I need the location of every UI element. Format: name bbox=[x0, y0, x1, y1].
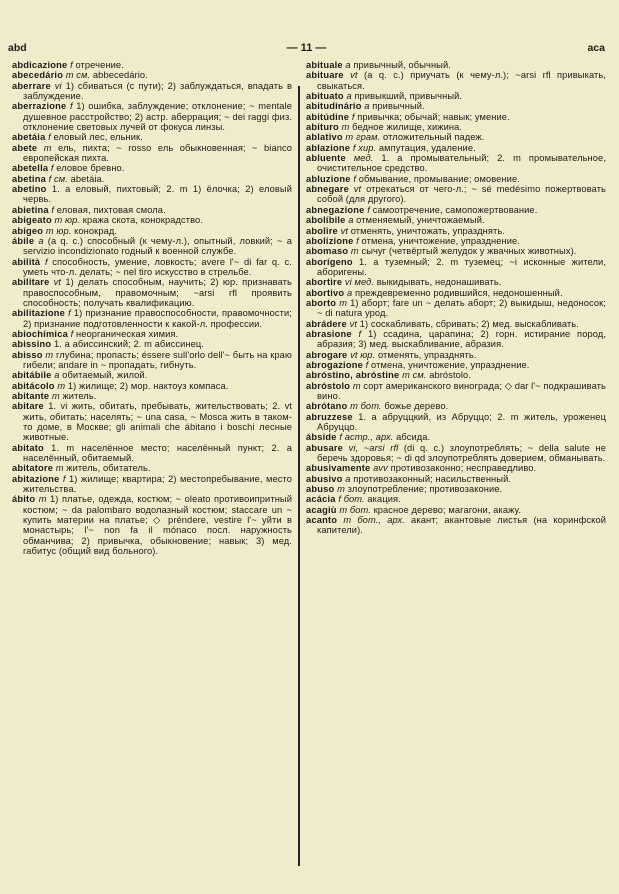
headword: abitábile bbox=[12, 370, 52, 381]
grammar-label: f астр., арх. bbox=[339, 432, 394, 443]
grammar-label: m bbox=[341, 122, 350, 133]
page-header bbox=[8, 42, 605, 56]
dictionary-entry bbox=[306, 91, 606, 101]
definition: противозаконный; насильственный. bbox=[353, 473, 512, 484]
headword: acagiù bbox=[306, 504, 337, 515]
grammar-label: m bbox=[55, 463, 64, 474]
headword: abitúdine bbox=[306, 111, 350, 122]
headword: abortire bbox=[306, 277, 343, 288]
definition: привычный, обычный. bbox=[353, 60, 451, 70]
grammar-label: m bbox=[38, 494, 47, 505]
definition: еловое бревно. bbox=[56, 163, 125, 174]
definition: (di q. c.) злоупотреблять; ~ della salute не беречь здоровья; ~ di qd злоупотреблять доверием, обманывать. bbox=[317, 442, 606, 464]
headword: abituato bbox=[306, 91, 344, 102]
grammar-label: a bbox=[348, 215, 354, 226]
definition: отменяемый, уничтожаемый. bbox=[356, 215, 485, 226]
dictionary-entry bbox=[12, 236, 292, 257]
headword: abitatore bbox=[12, 463, 54, 474]
headword: abete bbox=[12, 142, 38, 153]
dictionary-entry bbox=[12, 101, 292, 132]
grammar-label: a bbox=[345, 473, 351, 484]
definition: 1. a абруццкий, из Абруццо; 2. m житель, уроженец Абруццо. bbox=[317, 411, 606, 433]
grammar-label: m бот. bbox=[350, 401, 382, 412]
headword: abluzione bbox=[306, 173, 351, 184]
dictionary-entry bbox=[12, 277, 292, 308]
headword: abluente bbox=[306, 153, 346, 164]
dictionary-entry bbox=[306, 122, 606, 132]
grammar-label: f см. bbox=[48, 173, 68, 184]
definition: абсида. bbox=[396, 432, 431, 443]
grammar-label: f bbox=[62, 473, 66, 484]
headword: acácia bbox=[306, 494, 336, 505]
dictionary-entry bbox=[12, 184, 292, 205]
definition: 1) аборт; fare un ~ делать аборт; 2) выкидыш, недоносок; ~ di natura урод. bbox=[317, 297, 606, 319]
headword: abetáia bbox=[12, 132, 46, 143]
dictionary-entry bbox=[306, 215, 606, 225]
headword: aberrazione bbox=[12, 101, 67, 112]
headword: abitácolo bbox=[12, 380, 55, 391]
column-divider bbox=[298, 86, 300, 866]
definition: сорт американского винограда; ◇ dar l'~ подкрашивать вино. bbox=[317, 380, 606, 401]
dictionary-entry bbox=[12, 370, 292, 380]
dictionary-entry bbox=[12, 474, 292, 495]
definition: 1. m населённое место; населённый пункт; 2. a населённый, обитаемый. bbox=[23, 442, 292, 464]
dictionary-entry bbox=[12, 381, 292, 391]
definition: глубина; пропасть; éssere sull'orlo dell'~ быть на краю гибели; andare in ~ пропадать, гибнуть. bbox=[23, 349, 293, 370]
grammar-label: a bbox=[38, 235, 44, 246]
dictionary-entry bbox=[306, 360, 606, 370]
headword: abruzzese bbox=[306, 411, 353, 422]
headword: abigeato bbox=[12, 215, 52, 226]
grammar-label: vt bbox=[349, 318, 358, 329]
grammar-label: m bbox=[45, 349, 54, 360]
headword: abrádere bbox=[306, 318, 347, 329]
headword: abitare bbox=[12, 401, 44, 412]
grammar-label: f bbox=[48, 132, 51, 143]
definition: 1) жилище; 2) мор. нактоуз компаса. bbox=[67, 380, 229, 391]
headword: acanto bbox=[306, 515, 338, 526]
definition: привычка; обычай; навык; умение. bbox=[357, 111, 510, 122]
dictionary-entry bbox=[306, 257, 606, 278]
dictionary-entry bbox=[12, 163, 292, 173]
headword: ábile bbox=[12, 235, 35, 246]
dictionary-entry bbox=[306, 494, 606, 504]
headword: abrogare bbox=[306, 349, 348, 360]
definition: обмывание, промывание; омовение. bbox=[358, 173, 520, 184]
definition: 1) признание правоспособности, правомочности; 2) признание подготовленности к какой-л. профессии. bbox=[23, 308, 292, 329]
headword: abetella bbox=[12, 163, 49, 174]
dictionary-entry bbox=[12, 391, 292, 401]
headword: abuso bbox=[306, 484, 335, 495]
headword: abigeo bbox=[12, 225, 44, 236]
dictionary-entry bbox=[12, 443, 292, 464]
definition: 1. vi жить, обитать, пребывать, жительствовать; 2. vt жить, обитать; населять; ~ una casa, ~ Mosca жить в таком-то доме, в Москве; gli animali che ábitano i boschi лесные животные. bbox=[23, 401, 292, 443]
grammar-label: мед. bbox=[353, 153, 374, 164]
grammar-label: vt юр. bbox=[350, 349, 376, 360]
grammar-label: vi bbox=[54, 80, 62, 91]
dictionary-entry bbox=[306, 370, 606, 380]
definition: (a q. c.) приучать (к чему-л.); ~arsi rfl привыкать, свыкаться. bbox=[317, 70, 606, 91]
dictionary-entry bbox=[306, 463, 606, 473]
dictionary-entry bbox=[306, 143, 606, 153]
dictionary-entry bbox=[306, 174, 606, 184]
definition: 1) ошибка, заблуждение; отклонение; ~ mentale душевное расстройство; 2) астр. аберрация; ~ dei raggi физ. отклонение световых лучей от фокуса линзы. bbox=[23, 101, 293, 133]
dictionary-entry bbox=[12, 308, 292, 329]
headword: abnegare bbox=[306, 184, 349, 195]
definition: кража скота, конокрадство. bbox=[82, 215, 204, 226]
grammar-label: vt bbox=[53, 277, 62, 288]
left-guide-word: abd bbox=[8, 42, 27, 54]
dictionary-entry bbox=[306, 443, 606, 464]
dictionary-entry bbox=[12, 70, 292, 80]
definition: красное дерево; магагони, акажу. bbox=[373, 504, 522, 515]
dictionary-entry bbox=[306, 412, 606, 433]
grammar-label: vt bbox=[350, 70, 358, 81]
dictionary-entry bbox=[306, 505, 606, 515]
definition: акант; акантовые листья (на коринфской капители). bbox=[317, 515, 607, 536]
headword: abrasione bbox=[306, 328, 352, 339]
definition: привычный. bbox=[372, 101, 425, 112]
headword: abitazione bbox=[12, 473, 60, 484]
grammar-label: m bbox=[352, 380, 361, 391]
dictionary-entry bbox=[306, 484, 606, 494]
headword: abitante bbox=[12, 391, 50, 401]
dictionary-entry bbox=[12, 339, 292, 349]
grammar-label: m bbox=[57, 380, 66, 391]
dictionary-entry bbox=[306, 288, 606, 298]
headword: abitato bbox=[12, 442, 44, 453]
dictionary-entry bbox=[306, 132, 606, 142]
definition: (a q. c.) способный (к чему-л.), опытный, ловкий; ~ a servizio incondizionato годный к военной службе. bbox=[23, 235, 292, 257]
dictionary-entry bbox=[306, 515, 606, 536]
grammar-label: f bbox=[50, 163, 54, 174]
grammar-label: f bbox=[358, 328, 362, 339]
dictionary-entry bbox=[12, 401, 292, 442]
definition: житель. bbox=[62, 391, 97, 401]
dictionary-entry bbox=[306, 184, 606, 205]
definition: еловый лес, ельник. bbox=[53, 132, 143, 143]
dictionary-entry bbox=[12, 60, 292, 70]
right-column bbox=[306, 60, 606, 536]
headword: abnegazione bbox=[306, 204, 365, 215]
grammar-label: a bbox=[345, 60, 351, 70]
grammar-label: avv bbox=[373, 463, 388, 474]
definition: 1) делать способным, научить; 2) юр. признавать правоспособным, правомочным; ~arsi rfl проявить способность; получать квалификацию. bbox=[23, 277, 292, 308]
dictionary-entry bbox=[12, 257, 292, 278]
headword: abilità bbox=[12, 256, 41, 267]
definition: отложительный падеж. bbox=[383, 132, 485, 143]
dictionary-entry bbox=[12, 226, 292, 236]
definition: акация. bbox=[367, 494, 401, 505]
dictionary-entry bbox=[306, 70, 606, 91]
grammar-label: m bbox=[43, 142, 52, 153]
grammar-label: f bbox=[44, 256, 48, 267]
grammar-label: vi мед. bbox=[344, 277, 375, 288]
dictionary-entry bbox=[12, 329, 292, 339]
grammar-label: f bbox=[351, 111, 355, 122]
definition: злоупотребление; противозаконие. bbox=[347, 484, 503, 495]
dictionary-entry bbox=[12, 174, 292, 184]
dictionary-entry bbox=[306, 401, 606, 411]
definition: 1) ссадина, царапина; 2) горн. истирание пород, абразия; 3) мед. выскабливание, абразия. bbox=[317, 328, 607, 350]
definition: конокрад. bbox=[74, 225, 118, 236]
definition: сычуг (четвёртый желудок у жвачных животных). bbox=[361, 246, 577, 257]
dictionary-entry bbox=[12, 215, 292, 225]
headword: aborígeno bbox=[306, 256, 353, 267]
dictionary-entry bbox=[306, 226, 606, 236]
definition: обитаемый, жилой. bbox=[62, 370, 148, 381]
grammar-label: f bbox=[69, 101, 73, 112]
headword: abusivamente bbox=[306, 463, 371, 474]
headword: ábito bbox=[12, 494, 36, 505]
definition: отменять, уничтожать, упразднять. bbox=[350, 225, 505, 236]
grammar-label: m бот., арх. bbox=[343, 515, 405, 526]
headword: abomaso bbox=[306, 246, 349, 257]
headword: abortivo bbox=[306, 287, 345, 298]
definition: abbecedário. bbox=[92, 70, 148, 81]
grammar-label: f bbox=[70, 60, 73, 70]
dictionary-entry bbox=[306, 246, 606, 256]
dictionary-entry bbox=[12, 81, 292, 102]
definition: привыкший, привычный. bbox=[354, 91, 463, 102]
headword: ábside bbox=[306, 432, 337, 443]
definition: отменять, упразднять. bbox=[377, 349, 477, 360]
definition: abetáia. bbox=[70, 173, 105, 184]
headword: abitudinário bbox=[306, 101, 362, 112]
dictionary-entry bbox=[12, 143, 292, 164]
grammar-label: vt bbox=[340, 225, 349, 236]
grammar-label: f бот. bbox=[338, 494, 365, 505]
definition: способность, умение, ловкость; avere l'~ di far q. c. уметь что-л. делать; ~ nel tiro искусство в стрельбе. bbox=[23, 256, 292, 277]
dictionary-entry bbox=[306, 329, 606, 350]
definition: 1) сбиваться (с пути); 2) заблуждаться, впадать в заблуждение. bbox=[23, 80, 292, 102]
dictionary-entry bbox=[306, 277, 606, 287]
dictionary-entry bbox=[12, 132, 292, 142]
headword: abituro bbox=[306, 122, 339, 133]
dictionary-entry bbox=[12, 494, 292, 556]
grammar-label: m юр. bbox=[45, 225, 72, 236]
definition: отмена, уничтожение, упразднение. bbox=[361, 235, 520, 246]
grammar-label: f bbox=[365, 359, 369, 370]
headword: abusare bbox=[306, 442, 344, 453]
grammar-label: a bbox=[346, 91, 352, 102]
definition: отрекаться от чего-л.; ~ sé medésimo пожертвовать собой (для другого). bbox=[317, 184, 606, 205]
headword: aborto bbox=[306, 297, 337, 308]
definition: 1. a еловый, пихтовый; 2. m 1) ёлочка; 2) еловый червь. bbox=[23, 184, 292, 205]
headword: abisso bbox=[12, 349, 43, 360]
dictionary-entry bbox=[306, 432, 606, 442]
grammar-label: f bbox=[353, 173, 357, 184]
grammar-label: m см. bbox=[65, 70, 91, 81]
grammar-label: f bbox=[51, 204, 55, 215]
definition: житель, обитатель. bbox=[66, 463, 151, 474]
dictionary-entry bbox=[306, 350, 606, 360]
definition: еловая, пихтовая смола. bbox=[56, 204, 166, 215]
definition: ампутация, удаление. bbox=[378, 142, 476, 153]
grammar-label: a bbox=[364, 101, 370, 112]
definition: 1. a абиссинский; 2. m абиссинец. bbox=[54, 339, 205, 350]
definition: ель, пихта; ~ rosso ель обыкновенная; ~ bianco европейская пихта. bbox=[23, 142, 293, 164]
definition: неорганическая химия. bbox=[76, 328, 179, 339]
grammar-label: m юр. bbox=[54, 215, 81, 226]
headword: abituare bbox=[306, 70, 344, 81]
definition: отречение. bbox=[75, 60, 124, 70]
definition: противозаконно; несправедливо. bbox=[390, 463, 537, 474]
headword: abolizione bbox=[306, 235, 354, 246]
grammar-label: a bbox=[54, 370, 60, 381]
dictionary-entry bbox=[306, 205, 606, 215]
definition: бедное жилище, хижина. bbox=[352, 122, 463, 133]
headword: abissino bbox=[12, 339, 52, 350]
headword: abdicazione bbox=[12, 60, 68, 70]
headword: ablazione bbox=[306, 142, 351, 153]
grammar-label: m bbox=[339, 297, 348, 308]
grammar-label: f bbox=[356, 235, 359, 246]
dictionary-entry bbox=[306, 298, 606, 319]
grammar-label: m бот. bbox=[339, 504, 371, 515]
definition: 1. a промывательный; 2. m промывательное, очистительное средство. bbox=[317, 153, 606, 174]
dictionary-entry bbox=[306, 381, 606, 402]
definition: самоотречение, самопожертвование. bbox=[372, 204, 538, 215]
dictionary-entry bbox=[306, 101, 606, 111]
headword: ablativo bbox=[306, 132, 343, 143]
headword: abietina bbox=[12, 204, 49, 215]
dictionary-entry bbox=[306, 153, 606, 174]
grammar-label: m bbox=[350, 246, 359, 257]
grammar-label: m грам. bbox=[345, 132, 381, 143]
headword: abilitare bbox=[12, 277, 50, 288]
grammar-label: a bbox=[346, 287, 353, 298]
headword: abrogazione bbox=[306, 359, 363, 370]
dictionary-entry bbox=[306, 112, 606, 122]
definition: преждевременно родившийся, недоношенный. bbox=[354, 287, 563, 298]
headword: abróstolo bbox=[306, 380, 351, 391]
definition: божье дерево. bbox=[384, 401, 449, 412]
headword: abecedário bbox=[12, 70, 64, 81]
headword: abróstino, abróstine bbox=[306, 370, 400, 381]
headword: abolire bbox=[306, 225, 338, 236]
dictionary-entry bbox=[306, 319, 606, 329]
headword: aberrare bbox=[12, 80, 51, 91]
page-number: — 11 — bbox=[286, 42, 327, 54]
definition: abróstolo. bbox=[429, 370, 472, 381]
grammar-label: f bbox=[367, 204, 370, 215]
headword: abetina bbox=[12, 173, 46, 184]
grammar-label: f хир. bbox=[352, 142, 377, 153]
definition: отмена, уничтожение, упразднение. bbox=[371, 359, 530, 370]
grammar-label: vi, ~arsi rfl bbox=[348, 442, 399, 453]
grammar-label: f bbox=[70, 328, 74, 339]
dictionary-entry bbox=[12, 205, 292, 215]
definition: 1) соскабливать, сбривать; 2) мед. выскабливать. bbox=[359, 318, 579, 329]
headword: abetino bbox=[12, 184, 47, 195]
dictionary-entry bbox=[306, 474, 606, 484]
dictionary-entry bbox=[306, 236, 606, 246]
headword: abolíbile bbox=[306, 215, 346, 226]
definition: 1) жилище; квартира; 2) местопребывание, место жительства. bbox=[23, 473, 292, 495]
definition: 1) платье, одежда, костюм; ~ oleato противоипритный костюм; ~ da palombaro водолазный костюм; staccare un ~ купить материи на платье; ◇ préndere, vestire l'~ уйти в монастырь; l'~ non fa il mónaco посл. наружность обманчива; 2) привычка, обыкновение; навык; 3) мед. габитус (общий вид больного). bbox=[23, 494, 293, 557]
left-column bbox=[12, 60, 292, 557]
headword: abiochímica bbox=[12, 328, 68, 339]
definition: 1. a туземный; 2. m туземец; ~i исконные жители, аборигены. bbox=[317, 256, 607, 277]
definition: выкидывать, недонашивать. bbox=[376, 277, 502, 288]
dictionary-entry bbox=[12, 350, 292, 371]
grammar-label: m bbox=[51, 391, 60, 401]
dictionary-entry bbox=[306, 60, 606, 70]
headword: abilitazione bbox=[12, 308, 66, 319]
grammar-label: f bbox=[68, 308, 71, 319]
grammar-label: m bbox=[337, 484, 345, 495]
headword: abusivo bbox=[306, 473, 343, 484]
grammar-label: vt bbox=[353, 184, 362, 195]
headword: abrótano bbox=[306, 401, 348, 412]
grammar-label: m см. bbox=[402, 370, 427, 381]
right-guide-word: aca bbox=[587, 42, 605, 54]
dictionary-entry bbox=[12, 463, 292, 473]
headword: abituale bbox=[306, 60, 343, 70]
